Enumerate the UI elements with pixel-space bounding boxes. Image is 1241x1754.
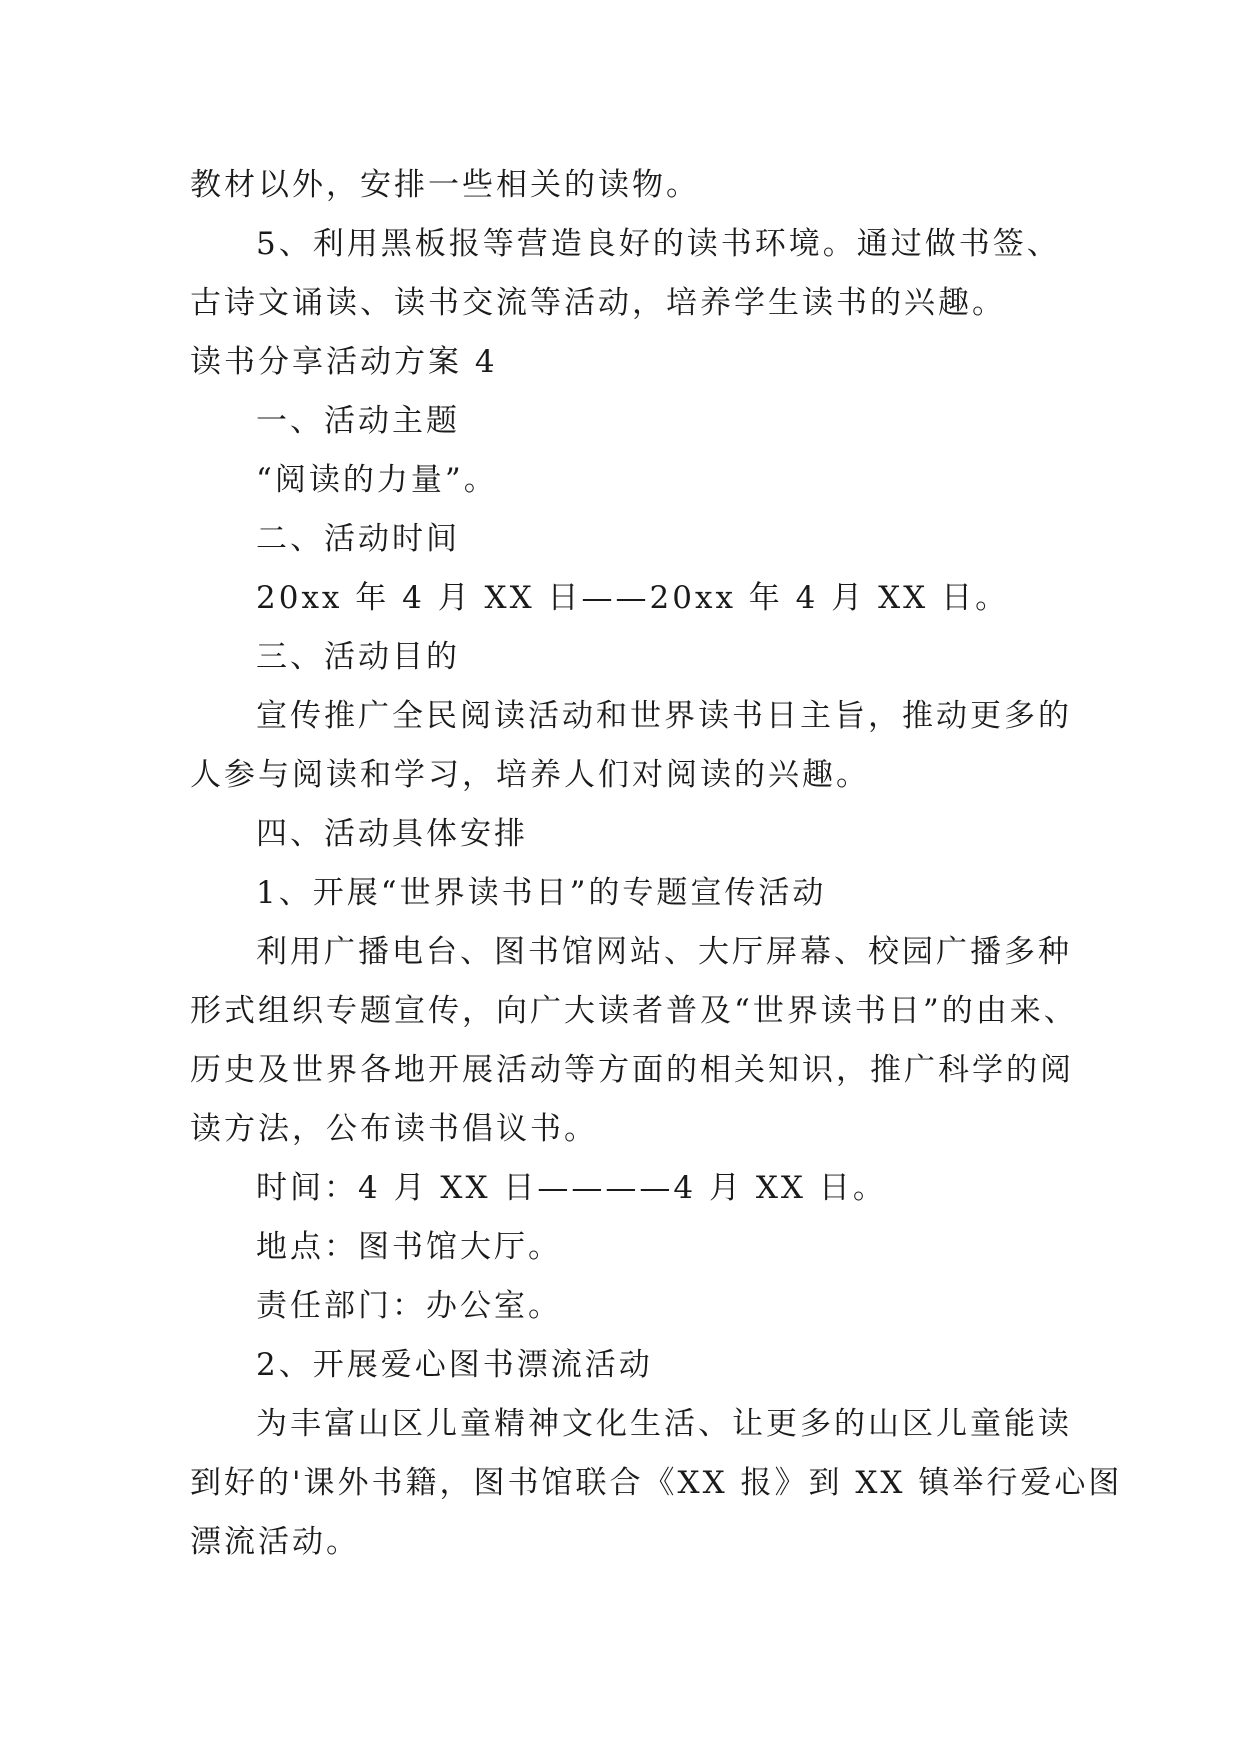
paragraph-line: 读方法，公布读书倡议书。 xyxy=(190,1111,598,1147)
paragraph-line: 人参与阅读和学习，培养人们对阅读的兴趣。 xyxy=(190,757,870,793)
heading-line: 二、活动时间 xyxy=(256,521,460,557)
heading-line: 1、开展“世界读书日”的专题宣传活动 xyxy=(256,875,827,911)
paragraph-line: 宣传推广全民阅读活动和世界读书日主旨，推动更多的 xyxy=(256,698,1072,734)
paragraph-line: 形式组织专题宣传，向广大读者普及“世界读书日”的由来、 xyxy=(190,993,1078,1029)
paragraph-line: 利用广播电台、图书馆网站、大厅屏幕、校园广播多种 xyxy=(256,934,1072,970)
paragraph-line: 责任部门：办公室。 xyxy=(256,1288,562,1324)
paragraph-line: 地点：图书馆大厅。 xyxy=(256,1229,562,1265)
paragraph-line: 为丰富山区儿童精神文化生活、让更多的山区儿童能读 xyxy=(256,1406,1072,1442)
paragraph-line: “阅读的力量”。 xyxy=(256,462,498,498)
paragraph-line: 漂流活动。 xyxy=(190,1524,360,1560)
paragraph-line: 20xx 年 4 月 XX 日——20xx 年 4 月 XX 日。 xyxy=(256,580,1010,616)
heading-line: 三、活动目的 xyxy=(256,639,460,675)
paragraph-line: 古诗文诵读、读书交流等活动，培养学生读书的兴趣。 xyxy=(190,285,1006,321)
heading-line: 一、活动主题 xyxy=(256,403,460,439)
paragraph-line: 教材以外，安排一些相关的读物。 xyxy=(190,167,700,203)
paragraph-line: 时间：4 月 XX 日————4 月 XX 日。 xyxy=(256,1170,887,1206)
section-title: 读书分享活动方案 4 xyxy=(190,344,498,380)
heading-line: 2、开展爱心图书漂流活动 xyxy=(256,1347,653,1383)
heading-line: 四、活动具体安排 xyxy=(256,816,528,852)
paragraph-line: 历史及世界各地开展活动等方面的相关知识，推广科学的阅 xyxy=(190,1052,1074,1088)
paragraph-line: 到好的'课外书籍，图书馆联合《XX 报》到 XX 镇举行爱心图 xyxy=(190,1465,1123,1501)
paragraph-line: 5、利用黑板报等营造良好的读书环境。通过做书签、 xyxy=(256,226,1061,262)
